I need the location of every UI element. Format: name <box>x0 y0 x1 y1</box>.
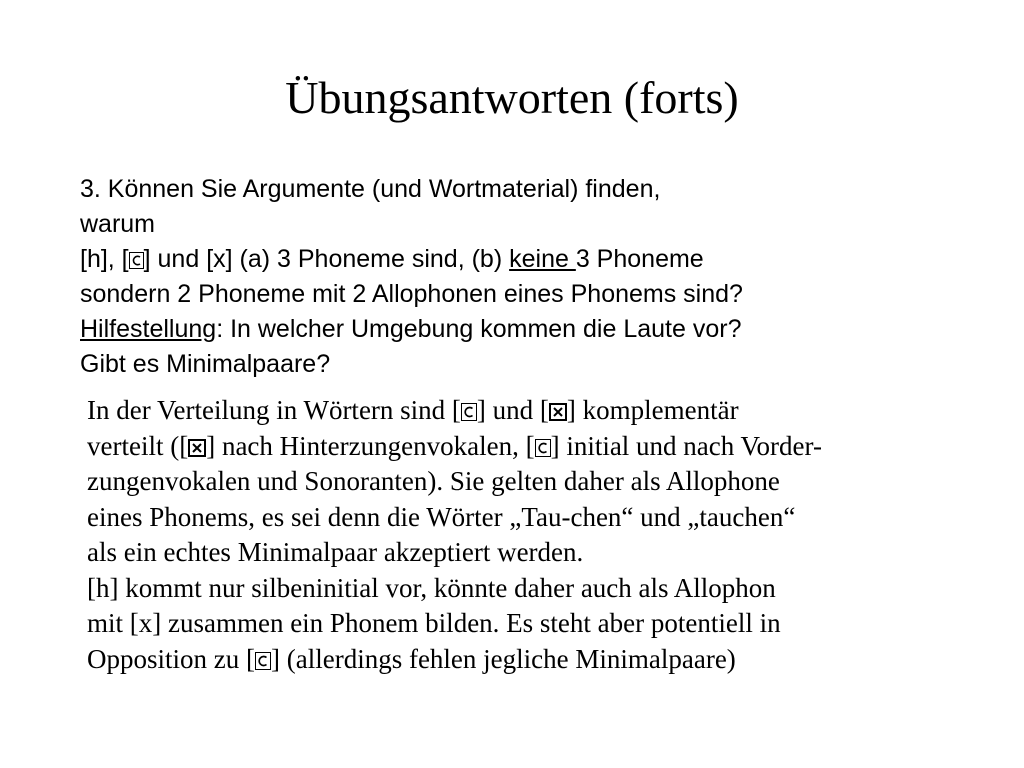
question-line-3-middle: ] und [x] (a) 3 Phoneme sind, (b) <box>143 245 510 273</box>
question-line-1: 3. Können Sie Argumente (und Wortmaterial) finden, <box>80 175 661 203</box>
answer-line-8-end: ] (allerdings fehlen jegliche Minimalpaare) <box>271 643 736 674</box>
answer-line-7: mit [x] zusammen ein Phonem bilden. Es steht aber potentiell in <box>87 608 781 638</box>
c-cedilla-symbol-icon <box>535 439 551 457</box>
hint-label: Hilfestellung <box>80 315 217 343</box>
keine-emphasis: keine <box>509 245 576 273</box>
answer-line-6: [h] kommt nur silbeninitial vor, könnte daher auch als Allophon <box>87 572 776 603</box>
exercise-question <box>80 172 1000 382</box>
slide-title: Übungsantworten (forts) <box>285 72 739 123</box>
answer-line-1 <box>87 393 1024 429</box>
question-line-3 <box>80 242 1000 277</box>
question-line-6: Gibt es Minimalpaare? <box>80 350 331 378</box>
answer-line-8 <box>87 642 1024 678</box>
answer-line-1-start: In der Verteilung in Wörtern sind [ <box>87 395 461 425</box>
boxed-x-symbol-icon <box>549 403 567 421</box>
answer-line-2-middle: ] nach Hinterzungenvokalen, [ <box>206 430 535 461</box>
question-line-3-end: 3 Phoneme <box>575 245 704 273</box>
answer-line-1-middle: ] und [ <box>476 395 549 425</box>
boxed-x-symbol-icon <box>188 439 206 457</box>
exercise-answer <box>87 393 1024 677</box>
answer-line-8-start: Opposition zu [ <box>87 643 255 674</box>
question-line-2: warum <box>80 210 156 238</box>
answer-line-4: eines Phonems, es sei denn die Wörter „Tau-chen“ und „tauchen“ <box>87 501 796 532</box>
question-line-4: sondern 2 Phoneme mit 2 Allophonen eines Phonems sind? <box>80 280 743 308</box>
answer-line-2-start: verteilt ([ <box>87 430 189 461</box>
answer-line-1-end: ] komplementär <box>566 395 739 425</box>
hint-text: : In welcher Umgebung kommen die Laute vor? <box>216 315 742 343</box>
c-cedilla-symbol-icon <box>255 652 271 670</box>
answer-line-2 <box>87 429 1024 465</box>
c-cedilla-symbol-icon <box>129 252 144 269</box>
answer-line-2-end: ] initial und nach Vorder- <box>550 430 822 461</box>
question-line-5 <box>80 312 1000 347</box>
answer-line-3: zungenvokalen und Sonoranten). Sie gelten daher als Allophone <box>87 466 780 496</box>
question-line-3-start: [h], [ <box>80 245 129 273</box>
answer-line-5: als ein echtes Minimalpaar akzeptiert werden. <box>87 537 584 567</box>
c-cedilla-symbol-icon <box>461 403 477 421</box>
